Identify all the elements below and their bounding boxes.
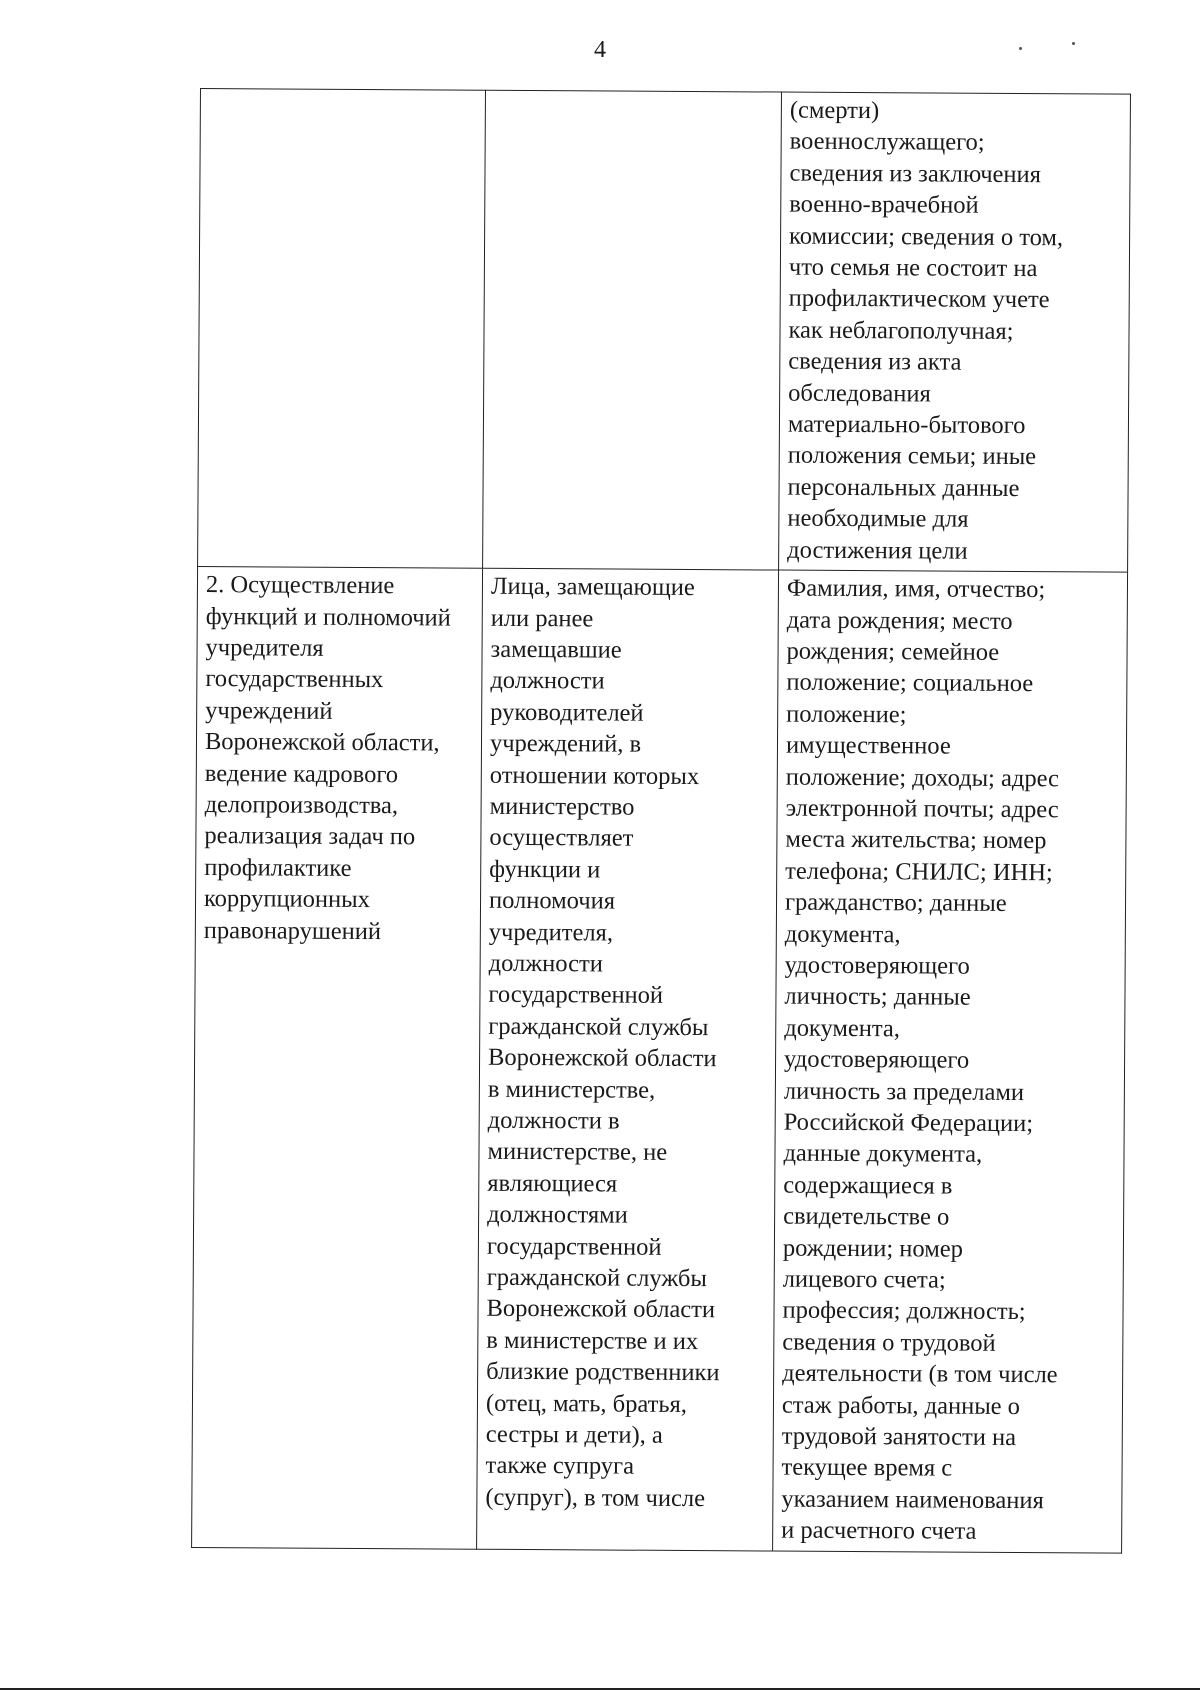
personal-data-list-text: Фамилия, имя, отчество; дата рождения; место рождения; семейное положение; социальное положение; имущественное положение; доходы; адрес электронной почты; адрес места жительства; номер телефона; СНИЛС; ИНН; гражданство; данные документа, удостоверяющего личность; данные документа, удостоверяющего личность за пределами Российской Федерации; данные документа, содержащиеся в свидетельстве о рождении; номер лицевого счета; профессия; должность; сведения о трудовой деятельности (в том числе стаж работы, данные о трудовой занятости на текущее время с указанием наименования и расчетного счета	[781, 574, 1060, 1546]
table-row	[192, 567, 1128, 1553]
table-cell	[483, 90, 782, 570]
personal-data-table	[191, 88, 1131, 1553]
table-cell	[477, 568, 779, 1550]
table-cell	[779, 92, 1131, 572]
cell-text	[209, 91, 479, 93]
page-number: 4	[594, 37, 606, 63]
table-cell	[198, 89, 486, 569]
bottom-edge-rule	[0, 1688, 1200, 1690]
table-row	[198, 89, 1131, 573]
processing-purpose-text: 2. Осуществление функций и полномочий учредителя государственных учреждений Воронежской области, ведение кадрового делопроизводства, реализация задач по профилактике коррупционных правонарушений	[203, 571, 451, 945]
scan-speck	[1072, 42, 1075, 45]
table-cell	[192, 567, 483, 1549]
scan-speck	[1019, 47, 1022, 50]
data-subjects-text: Лица, замещающие или ранее замещавшие должности руководителей учреждений, в отношении которых министерство осуществляет функции и полномочия учредителя, должности государственной гражданской службы Воронежской области в министерстве, должности в министерстве, не являющиеся должностями государственной гражданской службы Воронежской области в министерстве и их близкие родственники (отец, мать, братья, сестры и дети), а также супруга (супруг), в том числе	[485, 572, 720, 1512]
table-cell	[773, 570, 1128, 1553]
cell-text: (смерти) военнослужащего; сведения из заключения военно-врачебной комиссии; сведения о том, что семья не состоит на профилактическом учете как неблагополучная; сведения из акта обследования материально-бытового положения семьи; иные персональных данные необходимые для достижения цели	[787, 96, 1064, 565]
cell-text	[494, 93, 775, 95]
